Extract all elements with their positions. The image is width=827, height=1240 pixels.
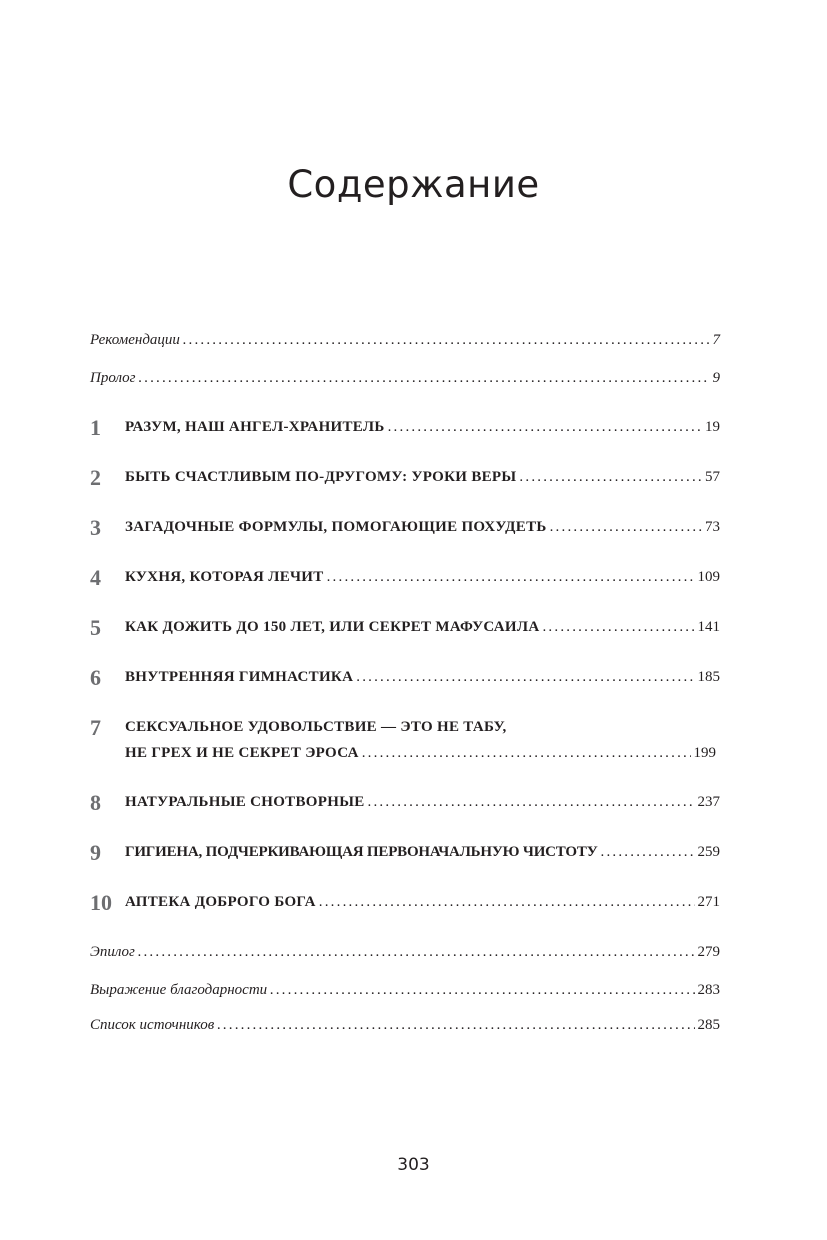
chapter-title: КУХНЯ, КОТОРАЯ ЛЕЧИТ [125, 569, 324, 585]
dot-leader [368, 794, 695, 811]
chapter-title: АПТЕКА ДОБРОГО БОГА [125, 894, 316, 910]
chapter-page: 271 [697, 894, 720, 910]
chapter-page: 199 [693, 745, 716, 761]
toc-entry-page: 279 [697, 944, 720, 960]
chapter-number: 1 [90, 415, 101, 440]
toc-entry-label: Выражение благодарности [90, 982, 268, 998]
chapter-title: ВНУТРЕННЯЯ ГИМНАСТИКА [125, 669, 354, 685]
chapter-page: 141 [697, 619, 720, 635]
dot-leader [542, 619, 694, 636]
toc-entry-page: 9 [712, 370, 720, 386]
toc-entry-recommendations[interactable] [90, 332, 720, 349]
dot-leader [356, 669, 694, 686]
chapter-page: 185 [697, 669, 720, 685]
chapter-number: 9 [90, 840, 101, 865]
dot-leader [138, 944, 695, 961]
chapter-page: 19 [705, 419, 720, 435]
dot-leader [388, 419, 702, 436]
toc-entry-label: Рекомендации [90, 332, 180, 348]
chapter-number: 2 [90, 465, 101, 490]
chapter-title: БЫТЬ СЧАСТЛИВЫМ ПО-ДРУГОМУ: УРОКИ ВЕРЫ [125, 469, 517, 485]
chapter-title: ЗАГАДОЧНЫЕ ФОРМУЛЫ, ПОМОГАЮЩИЕ ПОХУДЕТЬ [125, 519, 547, 535]
toc-chapter-7[interactable] [90, 715, 720, 775]
chapter-title-line-2: НЕ ГРЕХ И НЕ СЕКРЕТ ЭРОСА [125, 745, 359, 761]
toc-entry-page: 285 [697, 1017, 720, 1033]
page-title: Содержание [287, 163, 540, 206]
toc-entry-epilogue[interactable] [90, 944, 720, 961]
dot-leader [270, 982, 694, 999]
dot-leader [217, 1017, 694, 1034]
dot-leader [550, 519, 702, 536]
chapter-title: ГИГИЕНА, ПОДЧЕРКИВАЮЩАЯ ПЕРВОНАЧАЛЬНУЮ ЧИСТОТУ [125, 844, 598, 860]
chapter-number: 8 [90, 790, 101, 815]
chapter-page: 259 [697, 844, 720, 860]
chapter-number: 3 [90, 515, 101, 540]
dot-leader [183, 332, 710, 349]
toc-entry-label: Эпилог [90, 944, 135, 960]
toc-chapter-2[interactable] [90, 465, 720, 495]
toc-chapter-5[interactable] [90, 615, 720, 645]
toc-entry-label: Список источников [90, 1017, 215, 1033]
chapter-number: 6 [90, 665, 101, 690]
toc-chapter-8[interactable] [90, 790, 720, 820]
toc-entry-page: 283 [697, 982, 720, 998]
chapter-title-line-1: СЕКСУАЛЬНОЕ УДОВОЛЬСТВИЕ — ЭТО НЕ ТАБУ, [125, 719, 507, 735]
chapter-page: 57 [705, 469, 720, 485]
toc-entry-page: 7 [712, 332, 720, 348]
toc-entry-sources[interactable] [90, 1017, 720, 1034]
chapter-number: 7 [90, 715, 101, 740]
dot-leader [601, 844, 695, 861]
chapter-page: 73 [705, 519, 720, 535]
chapter-page: 109 [697, 569, 720, 585]
chapter-title: РАЗУМ, НАШ АНГЕЛ-ХРАНИТЕЛЬ [125, 419, 385, 435]
chapter-number: 5 [90, 615, 101, 640]
toc-chapter-10[interactable] [90, 890, 720, 920]
toc-chapter-3[interactable] [90, 515, 720, 545]
dot-leader [319, 894, 695, 911]
chapter-number: 4 [90, 565, 101, 590]
toc-chapter-9[interactable] [90, 840, 720, 870]
toc-entry-acknowledgements[interactable] [90, 982, 720, 999]
dot-leader [139, 370, 710, 387]
chapter-title: НАТУРАЛЬНЫЕ СНОТВОРНЫЕ [125, 794, 365, 810]
toc-chapter-6[interactable] [90, 665, 720, 695]
dot-leader [519, 469, 702, 486]
toc-chapter-1[interactable] [90, 415, 720, 445]
toc-entry-prologue[interactable] [90, 370, 720, 387]
page-number: 303 [397, 1155, 430, 1175]
toc-chapter-4[interactable] [90, 565, 720, 595]
chapter-title: КАК ДОЖИТЬ ДО 150 ЛЕТ, ИЛИ СЕКРЕТ МАФУСАИЛА [125, 619, 540, 635]
dot-leader [362, 745, 691, 762]
chapter-number: 10 [90, 890, 112, 915]
chapter-page: 237 [697, 794, 720, 810]
dot-leader [327, 569, 695, 586]
toc-entry-label: Пролог [90, 370, 136, 386]
